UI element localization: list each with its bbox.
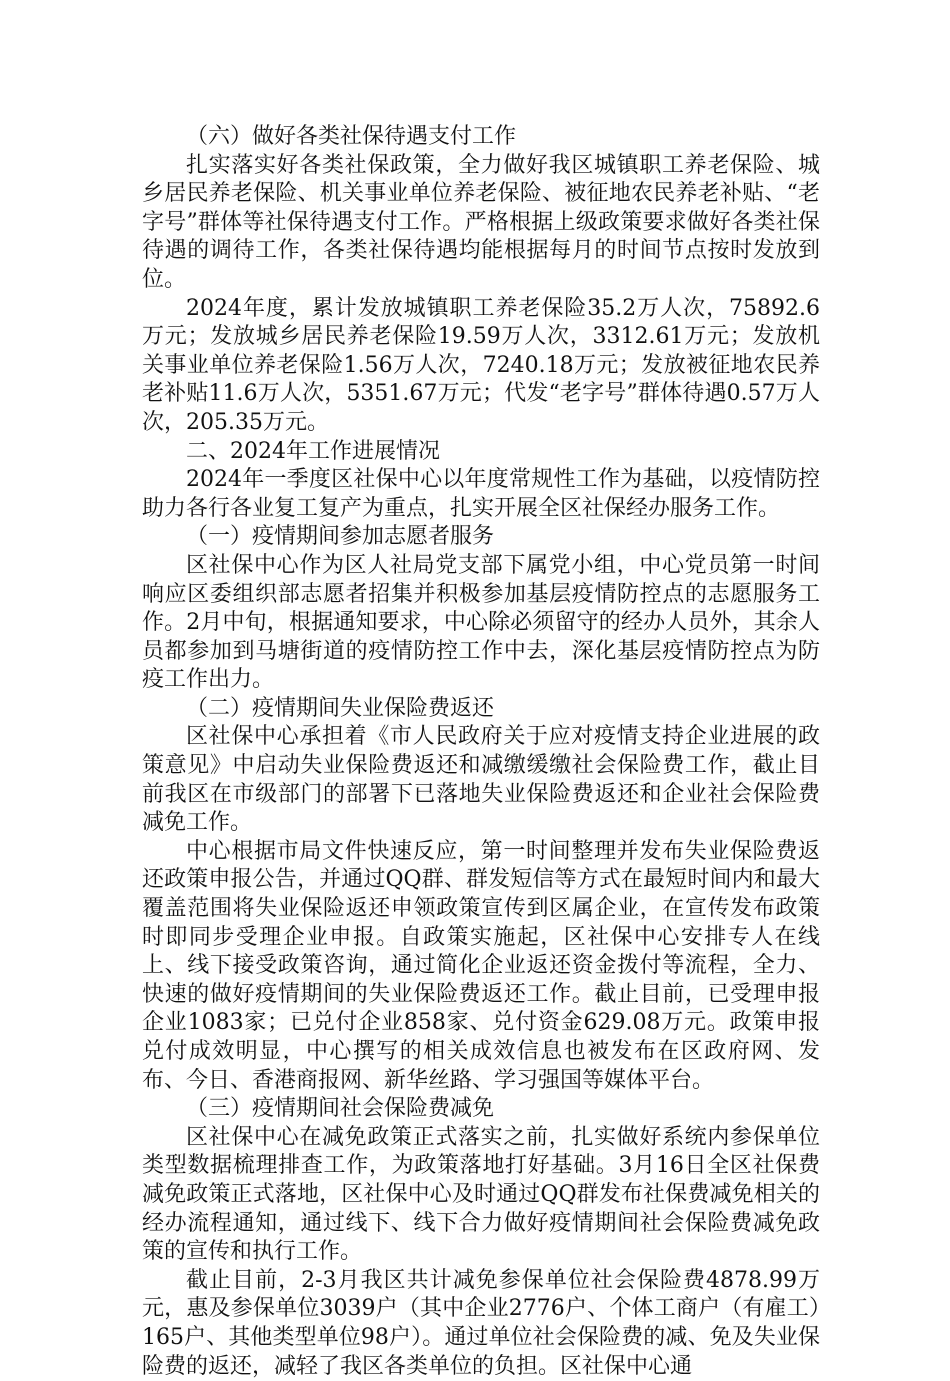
paragraph-volunteer: 区社保中心作为区人社局党支部下属党小组，中心党员第一时间响应区委组织部志愿者招集并积极参加基层疫情防控点的志愿服务工作。2月中旬，根据通知要求，中心除必须留守的经办人员外，其余人员都参加到马塘街道的疫情防控工作中去，深化基层疫情防控点为防疫工作出力。 — [142, 552, 820, 693]
section-heading-progress: 二、2024年工作进展情况 — [186, 438, 440, 464]
section-heading-volunteer: （一）疫情期间参加志愿者服务 — [186, 524, 495, 550]
paragraph-fee-reduction-results: 截止目前，2-3月我区共计减免参保单位社会保险费4878.99万元，惠及参保单位3039户（其中企业2776户、个体工商户（有雇工）165户、其他类型单位98户）。通过单位社会保险费的减、免及失业保险费的返还，减轻了我区各类单位的负担。区社保中心通 — [142, 1267, 820, 1379]
paragraph-fee-reduction-policy: 区社保中心在减免政策正式落实之前，扎实做好系统内参保单位类型数据梳理排查工作，为政策落地打好基础。3月16日全区社保费减免政策正式落地，区社保中心及时通过QQ群发布社保费减免相关的经办流程通知，通过线下、线下合力做好疫情期间社会保险费减免政策的宣传和执行工作。 — [142, 1124, 820, 1265]
section-heading-unemployment-refund: （二）疫情期间失业保险费返还 — [186, 695, 495, 721]
paragraph-benefit-payment: 扎实落实好各类社保政策，全力做好我区城镇职工养老保险、城乡居民养老保险、机关事业单位养老保险、被征地农民养老补贴、“老字号”群体等社保待遇支付工作。严格根据上级政策要求做好各类社保待遇的调待工作，各类社保待遇均能根据每月的时间节点按时发放到位。 — [142, 152, 820, 292]
paragraph-refund-details: 中心根据市局文件快速反应，第一时间整理并发布失业保险费返还政策申报公告，并通过QQ群、群发短信等方式在最短时间内和最大覆盖范围将失业保险返还申领政策宣传到区属企业，在宣传发布政策时即同步受理企业申报。自政策实施起，区社保中心安排专人在线上、线下接受政策咨询，通过简化企业返还资金拨付等流程，全力、快速的做好疫情期间的失业保险费返还工作。截止目前，已受理申报企业1083家；已兑付企业858家、兑付资金629.08万元。政策申报兑付成效明显，中心撰写的相关成效信息也被发布在区政府网、发布、今日、香港商报网、新华丝路、学习强国等媒体平台。 — [142, 838, 820, 1093]
paragraph-q1-overview: 2024年一季度区社保中心以年度常规性工作为基础，以疫情防控助力各行各业复工复产为重点，扎实开展全区社保经办服务工作。 — [142, 467, 820, 521]
section-heading-6: （六）做好各类社保待遇支付工作 — [186, 124, 517, 149]
document-page — [142, 123, 820, 1381]
section-heading-fee-reduction: （三）疫情期间社会保险费减免 — [186, 1096, 495, 1122]
paragraph-refund-policy: 区社保中心承担着《市人民政府关于应对疫情支持企业进展的政策意见》中启动失业保险费返还和减缴缓缴社会保险费工作，截止目前我区在市级部门的部署下已落地失业保险费返还和企业社会保险费减免工作。 — [142, 724, 820, 836]
paragraph-2024-payments: 2024年度，累计发放城镇职工养老保险35.2万人次，75892.6万元；发放城乡居民养老保险19.59万人次，3312.61万元；发放机关事业单位养老保险1.56万人次，7240.18万元；发放被征地农民养老补贴11.6万人次，5351.67万元；代发“老字号”群体待遇0.57万人次，205.35万元。 — [142, 295, 820, 435]
